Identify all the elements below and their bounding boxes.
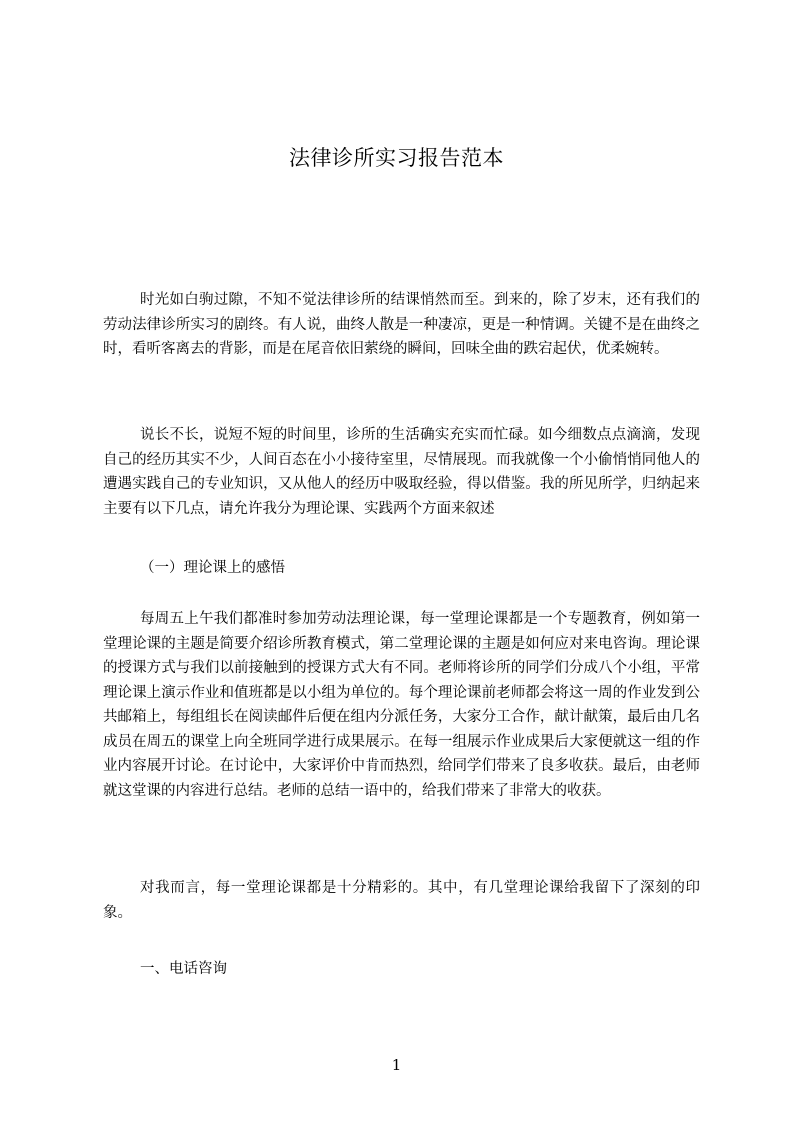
document-title: 法律诊所实习报告范本 bbox=[289, 146, 504, 170]
section-heading-theory: （一）理论课上的感悟 bbox=[140, 560, 285, 576]
paragraph-impression: 对我而言，每一堂理论课都是十分精彩的。其中，有几堂理论课给我留下了深刻的印象。 bbox=[103, 880, 700, 921]
paragraph-theory-class: 每周五上午我们都准时参加劳动法理论课，每一堂理论课都是一个专题教育，例如第一堂理论课的主题是简要介绍诊所教育模式，第二堂理论课的主题是如何应对来电咨询。理论课的授课方式与我们以前接触到的授课方式大有不同。老师将诊所的同学们分成八个小组，平常理论课上演示作业和值班都是以小组为单位的。每个理论课前老师都会将这一周的作业发到公共邮箱上，每组组长在阅读邮件后便在组内分派任务，大家分工合作，献计献策，最后由几名成员在周五的课堂上向全班同学进行成果展示。在每一组展示作业成果后大家便就这一组的作业内容展开讨论。在讨论中，大家评价中肯而热烈，给同学们带来了良多收获。最后，由老师就这堂课的内容进行总结。老师的总结一语中的，给我们带来了非常大的收获。 bbox=[103, 611, 700, 799]
section-heading-phone-consult: 一、电话咨询 bbox=[140, 961, 227, 977]
paragraph-overview: 说长不长，说短不短的时间里，诊所的生活确实充实而忙碌。如今细数点点滴滴，发现自己的经历其实不少，人间百态在小小接待室里，尽情展现。而我就像一个小偷悄悄同他人的遭遇实践自己的专业知识，又从他人的经历中吸取经验，得以借鉴。我的所见所学，归纳起来主要有以下几点，请允许我分为理论课、实践两个方面来叙述 bbox=[103, 427, 700, 517]
page-number: 1 bbox=[391, 1056, 402, 1074]
paragraph-intro: 时光如白驹过隙，不知不觉法律诊所的结课悄然而至。到来的，除了岁末，还有我们的劳动法律诊所实习的剧终。有人说，曲终人散是一种凄凉，更是一种情调。关键不是在曲终之时，看听客离去的背影，而是在尾音依旧萦绕的瞬间，回味全曲的跌宕起伏，优柔婉转。 bbox=[103, 292, 700, 357]
